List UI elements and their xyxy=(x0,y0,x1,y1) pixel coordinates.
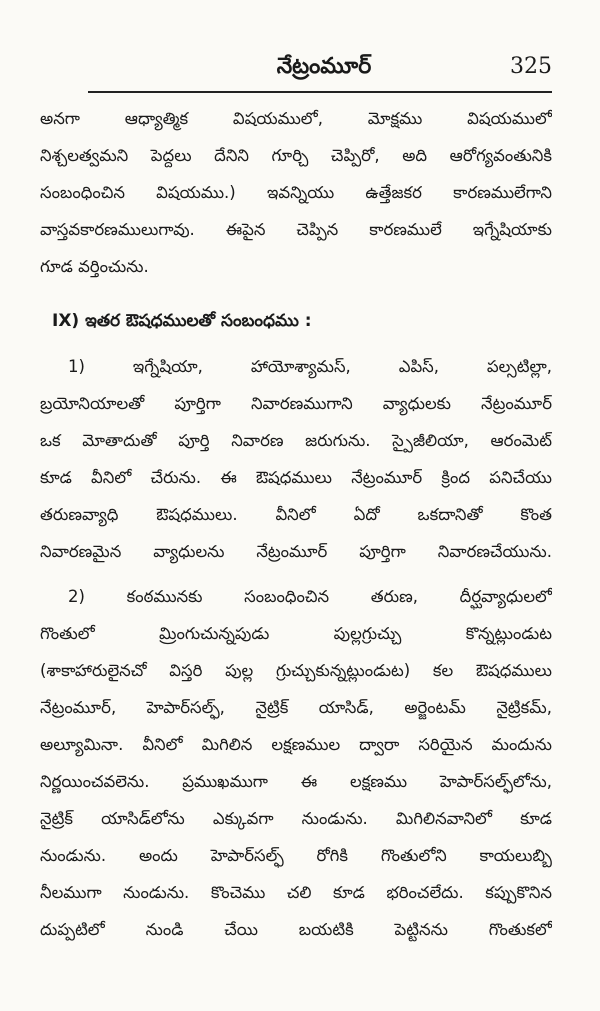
running-head: నేట్రంమూర్ xyxy=(276,54,372,79)
header-rule xyxy=(88,91,552,93)
paragraph-1 xyxy=(40,348,552,570)
text-line: నిశ్చలత్వమని పెద్దలు దేనిని గూర్చి చెప్పిరో, అది ఆరోగ్యవంతునికి xyxy=(40,146,552,165)
text-line: దుప్పటిలో నుండి చేయి బయటికి పెట్టినను గొంతుకలో xyxy=(40,920,552,939)
text-line: నుండును. అందు హెపార్‌సల్ఫ్ రోగికి గొంతులోని కాయలుబ్బి xyxy=(40,846,552,865)
text-line: తరుణవ్యాధి ఔషధములు. వీనిలో ఏదో ఒకదానితో కొంత xyxy=(40,505,552,524)
text-line: నివారణమైన వ్యాధులను నేట్రంమూర్ పూర్తిగా నివారణచేయును. xyxy=(40,542,552,561)
spacer xyxy=(40,285,552,303)
text-line: 1) ఇగ్నేషియా, హాయోశ్యామస్, ఎపిస్, పల్సటిల్లా, xyxy=(68,357,552,376)
text-line: నీలముగా నుండును. కొంచెము చలి కూడ భరించలేదు. కప్పుకొనిన xyxy=(40,883,552,902)
text-line: అనగా ఆధ్యాత్మిక విషయములో, మోక్షము విషయములో xyxy=(40,109,552,128)
text-line: సంబంధించిన విషయము.) ఇవన్నియు ఉత్తేజకర కారణములేగాని xyxy=(40,183,552,202)
text-line: నేట్రంమూర్, హెపార్‌సల్ఫ్, నైట్రిక్ యాసిడ్, అర్జెంటమ్ నైట్రికమ్, xyxy=(40,698,552,717)
text-line: ఒక మోతాదుతో పూర్తి నివారణ జరుగును. స్పైజీలియా, ఆరంమెట్ xyxy=(40,431,552,450)
paragraph-2 xyxy=(40,578,552,948)
text-line: కూడ వీనిలో చేరును. ఈ ఔషధములు నేట్రంమూర్ క్రింద పనిచేయు xyxy=(40,468,552,487)
spacer xyxy=(40,570,552,578)
text-line: అల్యూమినా. వీనిలో మిగిలిన లక్షణముల ద్వారా సరియైన మందును xyxy=(40,735,552,754)
page-number: 325 xyxy=(510,54,552,79)
text-line: వాస్తవకారణములుగావు. ఈపైన చెప్పిన కారణములే ఇగ్నేషియాకు xyxy=(40,220,552,239)
page-header xyxy=(96,52,552,92)
text-line: గొంతులో మ్రింగుచున్నపుడు పుల్లగ్రుచ్చు కొన్నట్లుండుట xyxy=(40,624,552,643)
text-line: 2) కంఠమునకు సంబంధించిన తరుణ, దీర్ఘవ్యాధులలో xyxy=(68,587,552,606)
text-line: నైట్రిక్ యాసిడ్‌లోను ఎక్కువగా నుండును. మిగిలినవానిలో కూడ xyxy=(40,809,552,828)
spacer xyxy=(40,340,552,348)
text-line: బ్రయోనియాలతో పూర్తిగా నివారణముగాని వ్యాధులకు నేట్రంమూర్ xyxy=(40,394,552,413)
text-line: గూడ వర్తించును. xyxy=(40,257,149,276)
body-text xyxy=(40,100,552,948)
text-line: నిర్ణయించవలెను. ప్రముఖముగా ఈ లక్షణము హెపార్‌సల్ఫ్‌లోను, xyxy=(40,772,552,791)
text-line: (శాకాహారులైనచో విస్తరి పుల్ల గ్రుచ్చుకున్నట్లుండుట) కల ఔషధములు xyxy=(40,661,552,680)
section-heading: IX) ఇతర ఔషధములతో సంబంధము : xyxy=(52,311,312,331)
paragraph-continuation xyxy=(40,100,552,285)
